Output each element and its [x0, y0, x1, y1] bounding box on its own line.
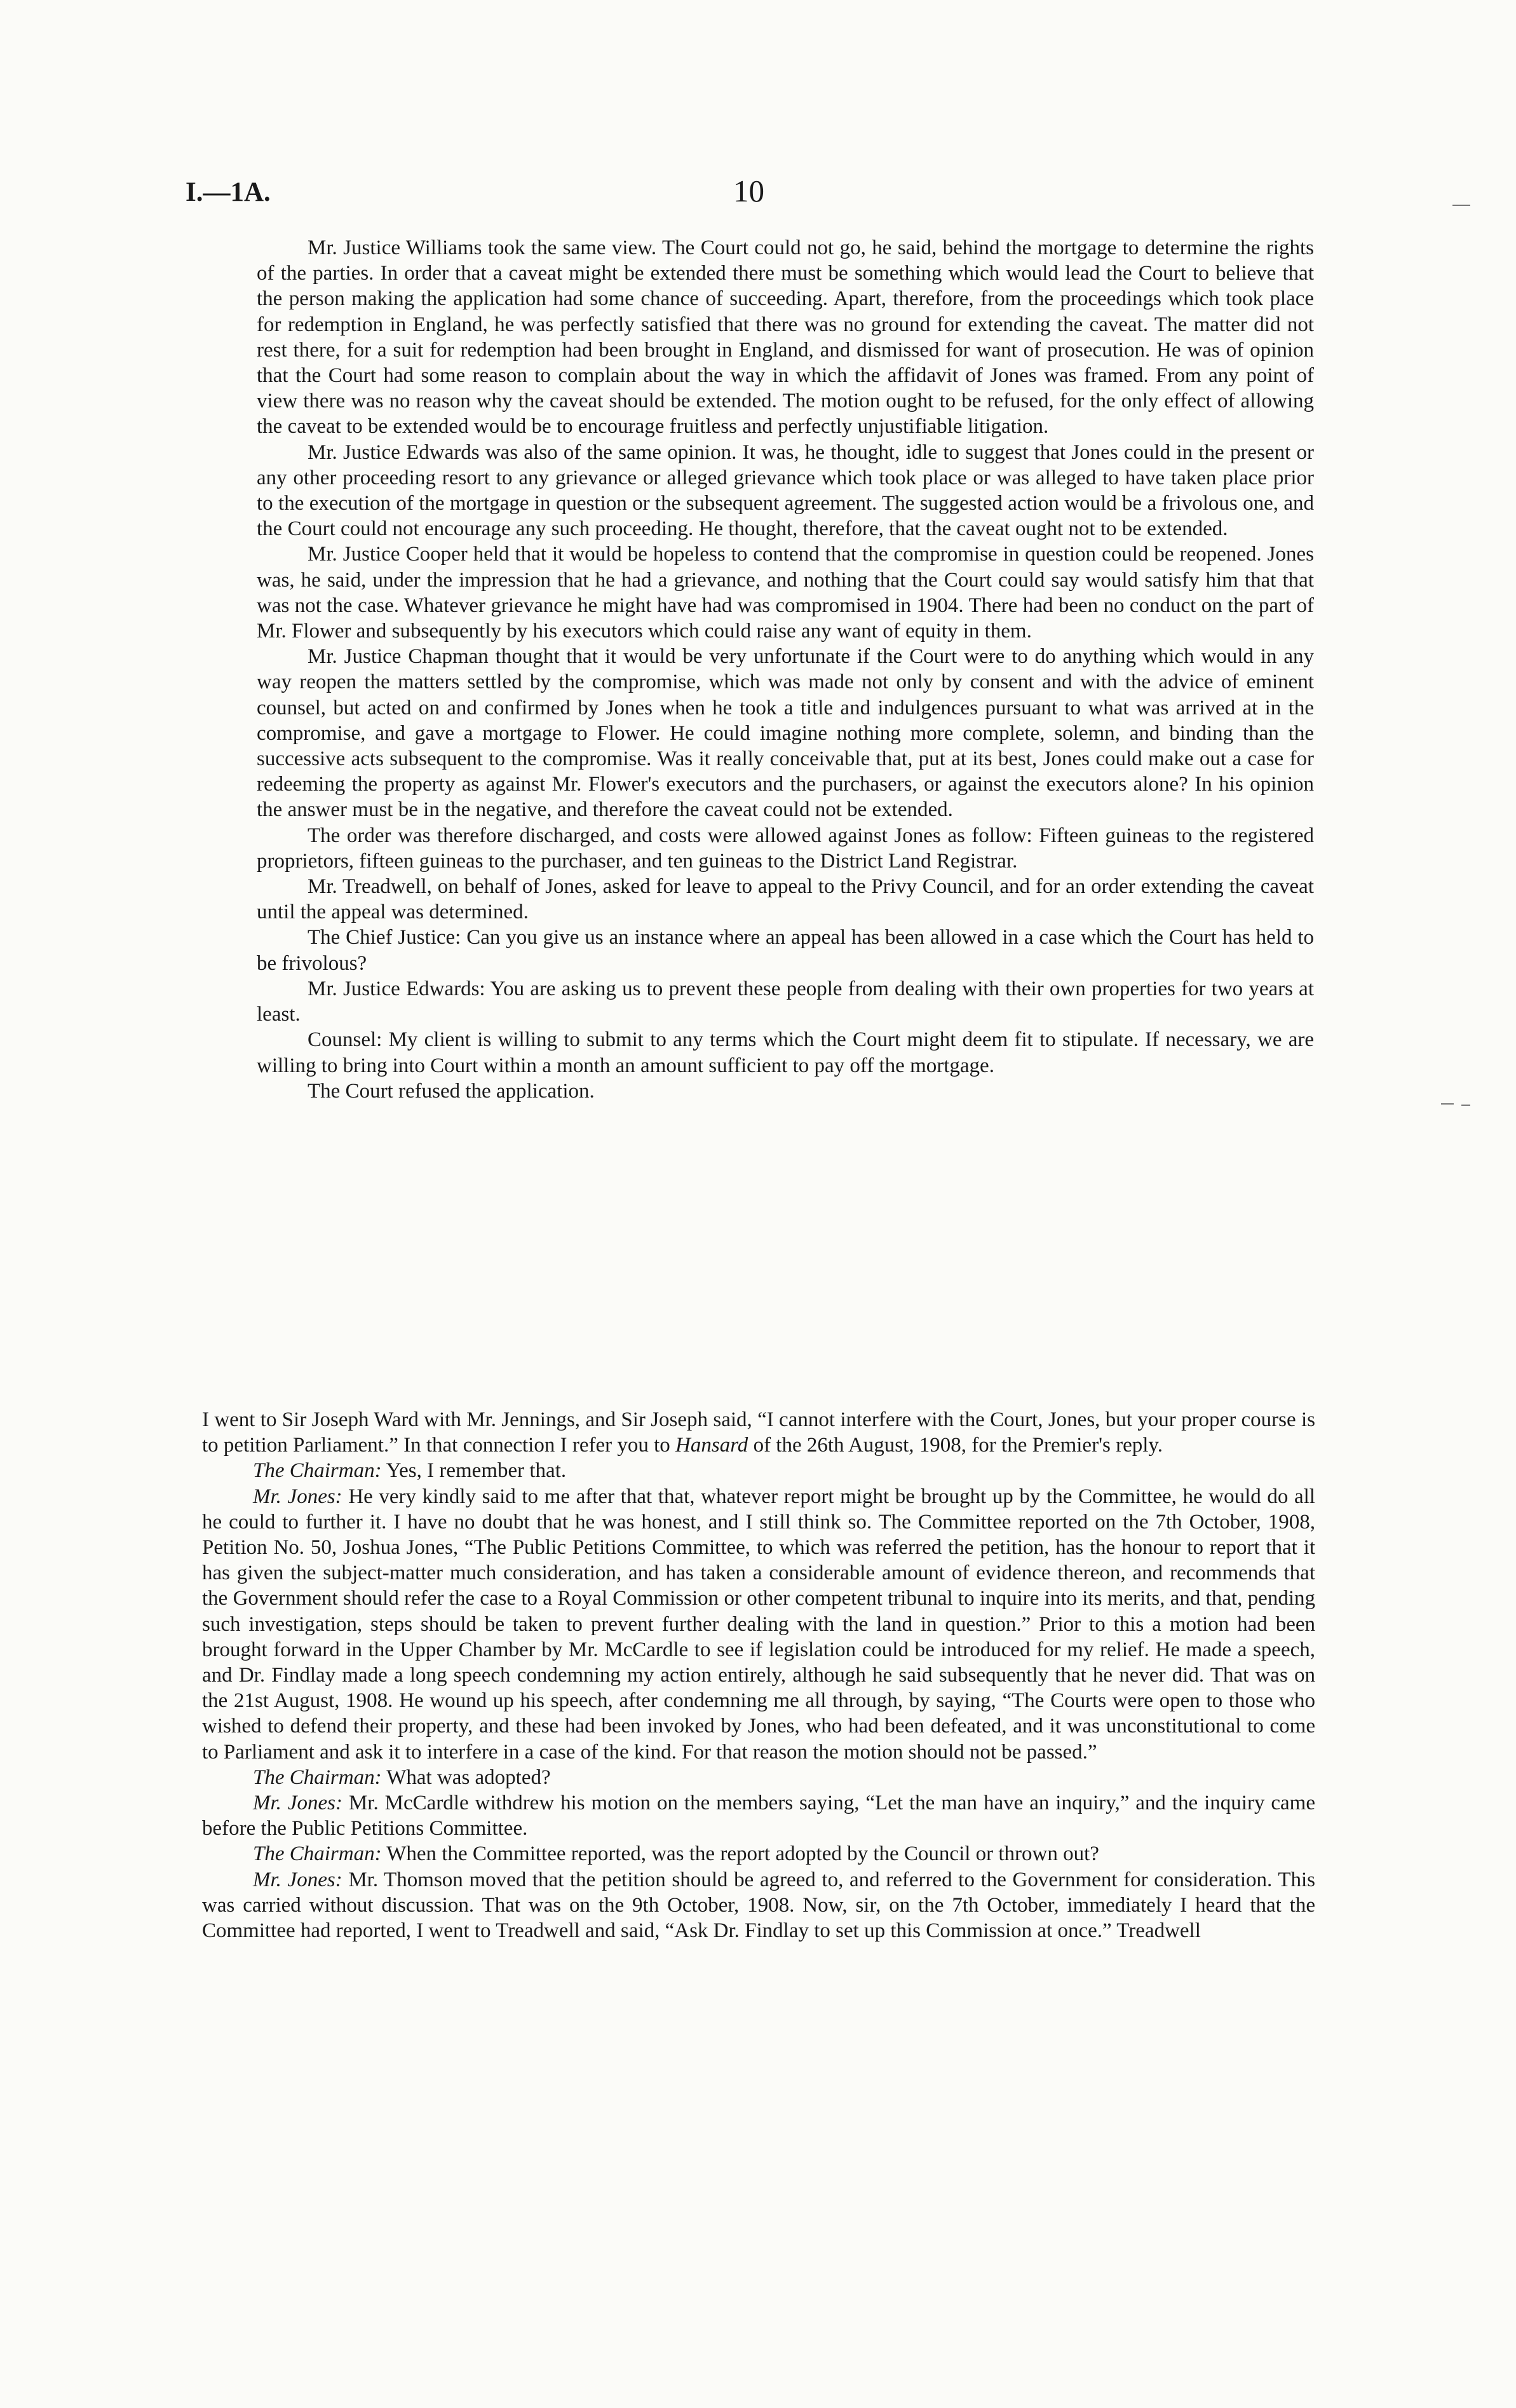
quoted-judgment	[257, 235, 1314, 1104]
speaker: Mr. Jones:	[253, 1868, 342, 1891]
paragraph	[202, 1407, 1315, 1458]
page-header	[186, 173, 1316, 215]
text: of the 26th August, 1908, for the Premier's reply.	[753, 1434, 1163, 1457]
italic-title: Hansard	[675, 1434, 748, 1457]
paragraph: Counsel: My client is willing to submit to any terms which the Court might deem fit to stipulate. If necessary, we are willing to bring into Court within a month an amount sufficient to pay off the mortgage.	[257, 1028, 1314, 1077]
paragraph	[202, 1765, 1315, 1790]
margin-mark	[1461, 1105, 1470, 1106]
speaker: Mr. Jones:	[253, 1485, 342, 1508]
text: He very kindly said to me after that that, whatever report might be brought up by the Committee, he would do all he could to further it. I have no doubt that he was honest, and I still think so. The Committee reported on the 7th October, 1908, Petition No. 50, Joshua Jones, “The Public Petitions Committee, to which was referred the petition, has the honour to report that it has given the subject-matter much consideration, and has taken a considerable amount of evidence thereon, and recommends that the Government should refer the case to a Royal Commission or other competent tribunal to inquire into its merits, and that, pending such investigation, steps should be taken to prevent further dealing with the land in question.” Prior to this a motion had been brought forward in the Upper Chamber by Mr. McCardle to see if legislation could be introduced for my relief. He made a speech, and Dr. Findlay made a long speech condemning my action entirely, although he said subsequently that he never did. That was on the 21st August, 1908. He wound up his speech, after condemning me all through, by saying, “The Courts were open to those who wished to defend their property, and these had been invoked by Jones, who had been defeated, and it was unconstitutional to come to Parliament and ask it to interfere in a case of the kind. For that reason the motion should not be passed.”	[202, 1485, 1315, 1764]
speaker: The Chairman:	[253, 1765, 382, 1789]
text: What was adopted?	[386, 1765, 551, 1789]
paragraph	[202, 1867, 1315, 1944]
paragraph: Mr. Justice Cooper held that it would be hopeless to contend that the compromise in question could be reopened. Jones was, he said, under the impression that he had a grievance, and nothing that the Court could say would satisfy him that that was not the case. Whatever grievance he might have had was compromised in 1904. There had been no conduct on the part of Mr. Flower and subsequently by his executors which could raise any want of equity in them.	[257, 543, 1314, 643]
text: Yes, I remember that.	[386, 1459, 567, 1483]
speaker: Mr. Jones:	[253, 1792, 342, 1815]
paragraph: The Court refused the application.	[308, 1079, 595, 1103]
paragraph: The order was therefore discharged, and costs were allowed against Jones as follow: Fifteen guineas to the registered proprietors, fifteen guineas to the purchaser, and ten guineas to the District Land Registrar.	[257, 824, 1314, 873]
text: Mr. McCardle withdrew his motion on the members saying, “Let the man have an inquiry,” and the inquiry came before the Public Petitions Committee.	[202, 1792, 1315, 1840]
margin-mark	[1441, 1103, 1454, 1105]
speaker: The Chairman:	[253, 1459, 382, 1483]
paragraph	[202, 1841, 1315, 1867]
paragraph	[202, 1484, 1315, 1765]
page-number: 10	[733, 173, 764, 208]
paragraph: Mr. Justice Williams took the same view. The Court could not go, he said, behind the mortgage to determine the rights of the parties. In order that a caveat might be extended there must be something which would lead the Court to believe that the person making the application had some chance of succeeding. Apart, therefore, from the proceedings which took place for redemption in England, he was perfectly satisfied that there was no ground for extending the caveat. The matter did not rest there, for a suit for redemption had been brought in England, and dismissed for want of prosecution. He was of opinion that the Court had some reason to complain about the way in which the affidavit of Jones was framed. From any point of view there was no reason why the caveat should be extended. The motion ought to be refused, for the only effect of allowing the caveat to be extended would be to encourage fruitless and perfectly unjustifiable litigation.	[257, 236, 1314, 439]
paragraph: Mr. Justice Edwards was also of the same opinion. It was, he thought, idle to suggest that Jones could in the present or any other proceeding resort to any grievance or alleged grievance which took place or was alleged to have taken place prior to the execution of the mortgage in question or the subsequent agreement. The suggested action would be a frivolous one, and the Court could not encourage any such proceeding. He thought, therefore, that the caveat ought not to be extended.	[257, 440, 1314, 541]
paragraph: Mr. Justice Edwards: You are asking us to prevent these people from dealing with their own properties for two years at least.	[257, 977, 1314, 1026]
text: I went to Sir Joseph Ward with Mr. Jennings, and Sir Joseph said, “I cannot interfere with the Court, Jones, but your proper course is to petition Parliament.” In that connection I refer you to	[202, 1408, 1315, 1457]
text: Mr. Thomson moved that the petition should be agreed to, and referred to the Government for consideration. This was carried without discussion. That was on the 9th October, 1908. Now, sir, on the 7th October, immediately I heard that the Committee had reported, I went to Treadwell and said, “Ask Dr. Findlay to set up this Commission at once.” Treadwell	[202, 1868, 1315, 1943]
paragraph: The Chief Justice: Can you give us an instance where an appeal has been allowed in a case which the Court has held to be frivolous?	[257, 926, 1314, 975]
margin-mark	[1452, 205, 1470, 206]
speaker: The Chairman:	[253, 1842, 382, 1866]
paragraph: Mr. Treadwell, on behalf of Jones, asked for leave to appeal to the Privy Council, and for an order extending the caveat until the appeal was determined.	[257, 875, 1314, 924]
document-reference: I.—1A.	[186, 177, 271, 207]
paragraph: Mr. Justice Chapman thought that it would be very unfortunate if the Court were to do anything which would in any way reopen the matters settled by the compromise, which was made not only by consent and with the advice of eminent counsel, but acted on and confirmed by Jones when he took a title and indulgences pursuant to what was arrived at in the compromise, and gave a mortgage to Flower. He could imagine nothing more complete, solemn, and binding than the successive acts subsequent to the compromise. Was it really conceivable that, put at its best, Jones could make out a case for redeeming the property as against Mr. Flower's executors and the purchasers, or against the executors alone? In his opinion the answer must be in the negative, and therefore the caveat could not be extended.	[257, 645, 1314, 822]
paragraph	[202, 1790, 1315, 1841]
paragraph	[202, 1458, 1315, 1483]
testimony	[202, 1407, 1315, 1943]
text: When the Committee reported, was the report adopted by the Council or thrown out?	[386, 1842, 1099, 1866]
